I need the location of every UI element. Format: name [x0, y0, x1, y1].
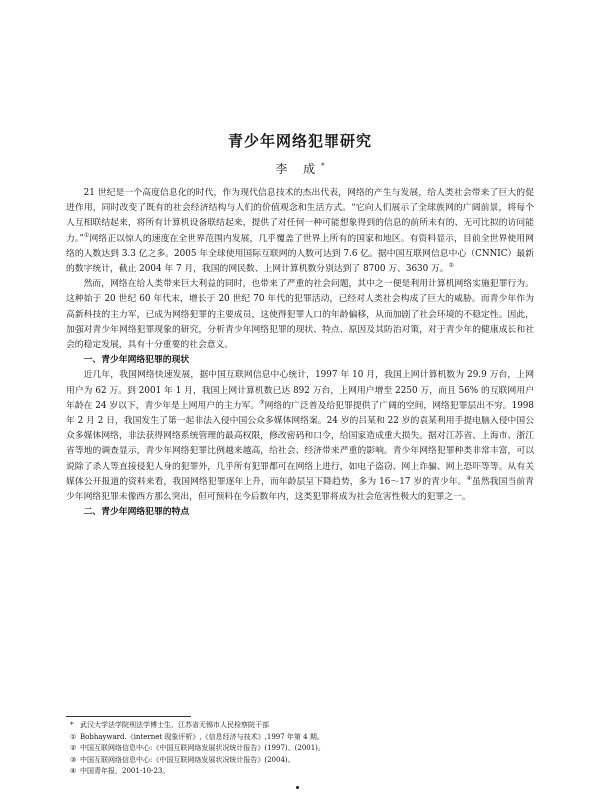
footnotes: [70, 720, 530, 778]
paper-body: [66, 186, 534, 520]
paragraph-intro: [66, 186, 534, 277]
author-text: 李 成: [275, 162, 322, 176]
footnote-text: 中国青年报，2001-10-23。: [80, 767, 170, 775]
paragraph-problem: 然而，网络在给人类带来巨大利益的同时，也带来了严重的社会问题，其中之一便是利用计算机网络实施犯罪行为。这种始于 20 世纪 60 年代末，增长于 20 世纪 70 年代的犯罪活动，已经对人类社会构成了巨大的威胁。而青少年作为高新科技的主力军，已成为网络犯罪的主要成员，这使得犯罪人口的年龄偏移，从而加剧了社会环境的不稳定性。因此，加强对青少年网络犯罪现象的研究，分析青少年网络犯罪的现状、特点、原因及其防治对策，对于青少年的健康成长和社会的稳定发展，具有十分重要的社会意义。: [66, 279, 534, 351]
paragraph-status-c: 虽然我国当前青少年网络犯罪未像西方那么突出，但可预料在今后数年内，这类犯罪将成为社会危害性极大的犯罪之一。: [66, 476, 534, 503]
footnote-ref-3: ③: [259, 398, 265, 406]
footnote-text: 中国互联网络信息中心:《中国互联网络发展状况统计报告》(2004)。: [80, 755, 295, 764]
footnote: [70, 766, 530, 778]
page-mark-dot: [296, 786, 299, 789]
section-heading-1: 一、青少年网络犯罪的现状: [83, 355, 190, 366]
paragraph-status-b: 网络的广泛普及给犯罪提供了广阔的空间，网络犯罪层出不穷。1998 年 2 月 2 日，我国发生了第一起非法入侵中国公众多媒体网络案。24 岁的吕某和 22 岁的袁某利用手提电脑入侵中国公众多媒体网络，非法获得网络系统管理的最高权限，修改密码和口令，给国家造成重大损失。据对江苏省、上海市、浙江省等地的调查显示，青少年网络犯罪比例越来越高，给社会、经济带来严重的影响。青少年网络犯罪种类非常丰富，可以说除了杀人等直接侵犯人身的犯罪外，几乎所有犯罪都可在网络上进行，如电子盗窃、网上诈骗、网上恐吓等等。从有关媒体公开报道的资料来看，我国网络犯罪逐年上升，而年龄层呈下降趋势，多为 16～17 岁的青少年。: [66, 400, 534, 487]
footnote: [70, 720, 530, 732]
footnote: [70, 732, 530, 744]
author-footnote-mark: *: [321, 162, 325, 170]
paragraph-status: [66, 368, 534, 505]
paragraph-status-a: 近几年，我国网络快速发展，据中国互联网信息中心统计，1997 年 10 月，我国上网计算机数为 29.9 万台，上网用户为 62 万。到 2001 年 1 月，我国上网计算机数已达 892 万台，上网用户增至 2250 万，而且 56% 的互联网用户年龄在 24 岁以下，青少年是上网用户的主力军。: [66, 370, 534, 411]
footnote-mark: ④: [70, 767, 77, 775]
footnote-text: Bobhayward.《internet 现象评析》,《信息经济与技术》,1997 年第 4 期。: [80, 732, 324, 741]
footnote-mark: *: [70, 721, 74, 729]
footnote-ref-4: ④: [466, 474, 472, 482]
footnote-mark: ②: [70, 744, 77, 752]
paper-title: 青少年网络犯罪研究: [227, 132, 372, 150]
footnote-ref-1: ①: [83, 231, 90, 239]
paragraph-intro-text: 21 世纪是一个高度信息化的时代，作为现代信息技术的杰出代表，网络的产生与发展，给人类社会带来了巨大的促进作用，同时改变了既有的社会经济结构与人们的价值观念和生活方式。“它向人们展示了全球族网的广阔前景，将每个人互相联结起来，将所有计算机设备联结起来，提供了对任何一种可能想象得到的信息的前所未有的、无可比拟的访问能力。”: [66, 188, 534, 244]
section-heading-2: 二、青少年网络犯罪的特点: [83, 507, 190, 518]
footnote-mark: ③: [70, 755, 77, 764]
footnote: [70, 755, 530, 767]
footnote-text: 中国互联网络信息中心:《中国互联网络发展状况统计报告》(1997)、(2001)。: [80, 744, 325, 752]
paragraph-intro-tail: 网络正以惊人的速度在全世界范围内发展，几乎覆盖了世界上所有的国家和地区。有资料显示，目前全世界使用网络的人数达到 3.3 亿之多。2005 年全球使用国际互联网的人数可达到 7.6 亿。据中国互联网信息中心（CNNIC）最新的数字统计，截止 2004 年 7 月，我国的网民数、上网计算机数分别达到了 8700 万、3630 万。: [66, 233, 534, 275]
footnote-divider: [66, 716, 191, 717]
footnote-mark: ①: [70, 732, 77, 741]
author-name: [0, 160, 600, 177]
footnote-text: 武汉大学法学院刑法学博士生、江苏省无锡市人民检察院干部: [80, 721, 269, 729]
footnote-ref-2: ②: [448, 262, 455, 270]
footnote: [70, 743, 530, 755]
